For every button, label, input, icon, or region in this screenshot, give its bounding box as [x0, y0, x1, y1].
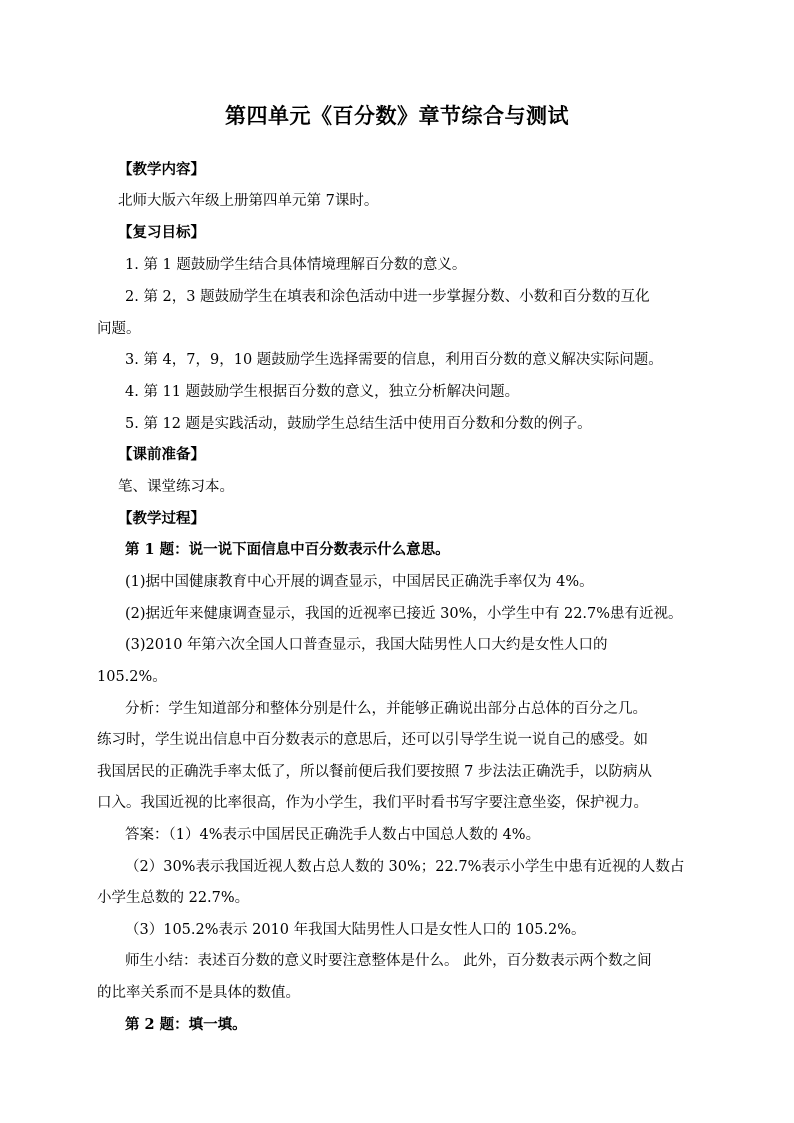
paragraph-line: 105.2%。: [97, 669, 167, 685]
paragraph-line: 问题。: [97, 321, 141, 337]
paragraph-line: 4. 第 11 题鼓励学生根据百分数的意义，独立分析解决问题。: [125, 384, 520, 400]
section-heading-teaching-process: 【教学过程】: [118, 510, 205, 527]
paragraph-line: (1)据中国健康教育中心开展的调查显示，中国居民正确洗手率仅为 4%。: [125, 574, 594, 590]
paragraph-line: 小学生总数的 22.7%。: [97, 890, 250, 906]
paragraph-line: 3. 第 4，7，9，10 题鼓励学生选择需要的信息，利用百分数的意义解决实际问题。: [125, 352, 663, 368]
paragraph-line: 2. 第 2，3 题鼓励学生在填表和涂色活动中进一步掌握分数、小数和百分数的互化: [125, 289, 650, 305]
paragraph-line: 1. 第 1 题鼓励学生结合具体情境理解百分数的意义。: [125, 257, 467, 273]
paragraph-line: 的比率关系而不是具体的数值。: [97, 985, 300, 1001]
document-title: 第四单元《百分数》章节综合与测试: [225, 103, 569, 128]
paragraph-line: 5. 第 12 题是实践活动，鼓励学生总结生活中使用百分数和分数的例子。: [125, 416, 592, 432]
paragraph-line: （2）30%表示我国近视人数占总人数的 30%；22.7%表示小学生中患有近视的人数占: [125, 859, 685, 875]
paragraph-line: 我国居民的正确洗手率太低了，所以餐前便后我们要按照 7 步法法正确洗手，以防病从: [97, 764, 652, 780]
paragraph-line: 北师大版六年级上册第四单元第 7课时。: [118, 193, 379, 209]
paragraph-line: (3)2010 年第六次全国人口普查显示，我国大陆男性人口大约是女性人口的: [125, 637, 608, 653]
section-heading-preparation: 【课前准备】: [118, 446, 205, 463]
question-2-heading: 第 2 题：填一填。: [125, 1016, 247, 1033]
paragraph-line: 笔、课堂练习本。: [118, 479, 234, 495]
paragraph-line: 口入。我国近视的比率很高，作为小学生，我们平时看书写字要注意坐姿，保护视力。: [97, 795, 648, 811]
question-1-heading: 第 1 题：说一说下面信息中百分数表示什么意思。: [125, 541, 450, 558]
section-heading-teaching-content: 【教学内容】: [118, 161, 205, 178]
section-heading-review-goals: 【复习目标】: [118, 224, 205, 241]
paragraph-line: （3）105.2%表示 2010 年我国大陆男性人口是女性人口的 105.2%。: [125, 922, 586, 938]
paragraph-line: 答案：（1）4%表示中国居民正确洗手人数占中国总人数的 4%。: [125, 827, 541, 843]
paragraph-line: 师生小结：表述百分数的意义时要注意整体是什么。 此外，百分数表示两个数之间: [125, 953, 652, 969]
paragraph-line: 分析：学生知道部分和整体分别是什么，并能够正确说出部分占总体的百分之几。: [125, 701, 647, 717]
paragraph-line: 练习时，学生说出信息中百分数表示的意思后，还可以引导学生说一说自己的感受。如: [97, 732, 648, 748]
paragraph-line: (2)据近年来健康调查显示，我国的近视率已接近 30%，小学生中有 22.7%患有近视。: [125, 606, 683, 622]
